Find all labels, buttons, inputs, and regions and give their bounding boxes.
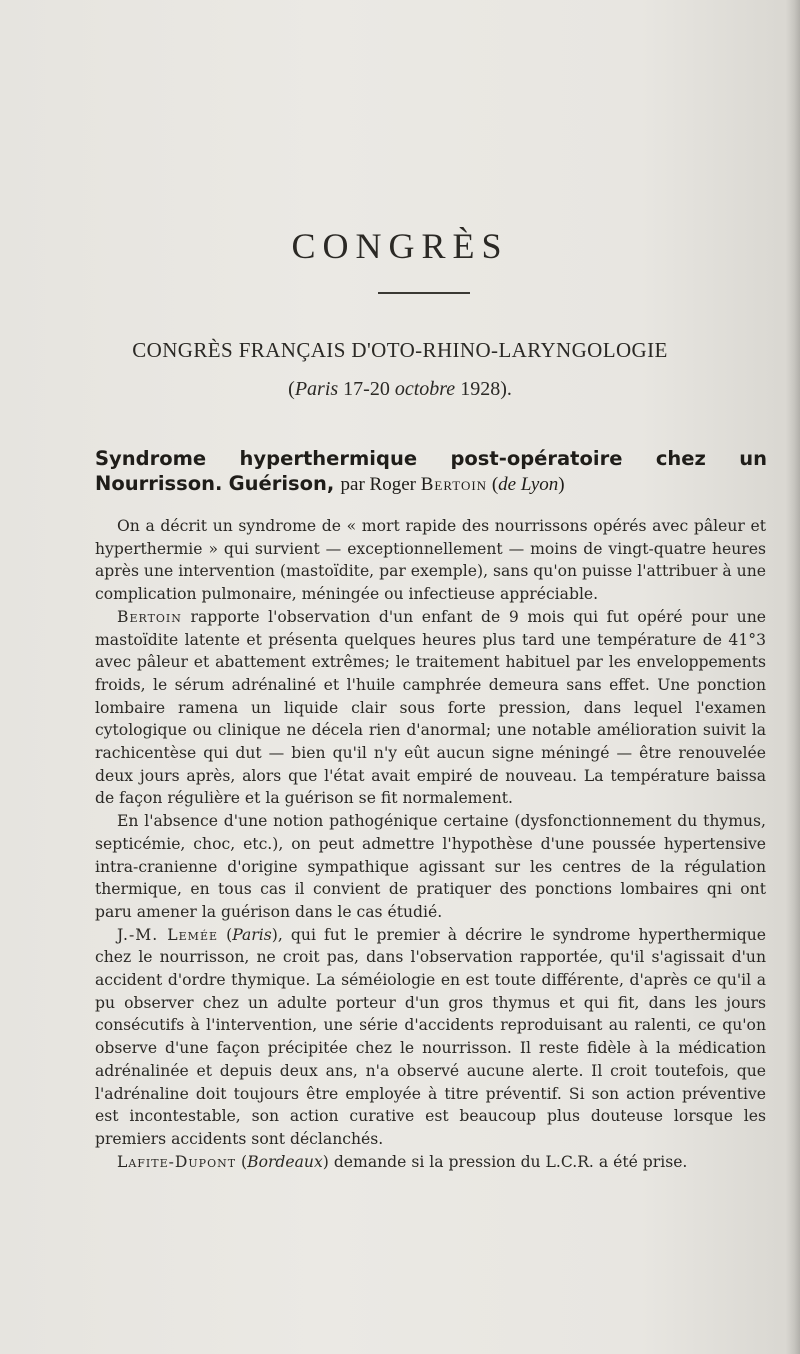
congress-year: 1928	[460, 378, 501, 400]
paragraph-text: En l'absence d'une notion pathogénique certaine (dysfonctionnement du thymus, septicémie, choc, etc.), on peut admettre l'hypothèse d'une poussée hypertensive intra-cranienne d'origine sympathique agissant sur les centres de la régulation thermique, en tous cas il convient de pratiquer des ponctions lombaires qni ont paru amener la guérison dans le cas étudié.	[95, 812, 766, 921]
paragraph-text: , qui fut le premier à décrire le syndrome hyperthermique chez le nourrisson, ne croit pas, dans l'observation rapportée, qu'il s'agissait d'un accident d'ordre thymique. La séméiologie en est toute différente, d'après ce qu'il a pu observer chez un adulte porteur d'un gros thymus et qui fit, dans les jours consécutifs à l'intervention, une série d'accidents reproduisant au ralenti, ce qu'on observe d'une façon précipitée chez le nourrisson. Il reste fidèle à la médication adrénalinée et depuis deux ans, n'a observé aucune alerte. Il croit toutefois, que l'adrénaline doit toujours être employée à titre préventif. Si son action préventive est incontestable, son action curative est beaucoup plus douteuse lorsque les premiers accidents sont déclanchés.	[95, 925, 767, 1148]
congress-city: Paris	[294, 378, 339, 400]
article-heading	[95, 446, 767, 497]
paragraph: Lafite-Dupont (Bordeaux) demande si la pression du L.C.R. a été prise.	[117, 1152, 688, 1171]
speaker-name: J.-M. Lemée	[117, 925, 219, 944]
paragraph: J.-M. Lemée (Paris), qui fut le premier à décrire le syndrome hyperthermique chez le nourrisson, ne croit pas, dans l'observation rapportée, qu'il s'agissait d'un accident d'ordre thymique. La séméiologie en est toute différente, d'après ce qu'il a pu observer chez un adulte porteur d'un gros thymus et qui fit, dans les jours consécutifs à l'intervention, une série d'accidents reproduisant au ralenti, ce qu'on observe d'une façon précipitée chez le nourrisson. Il reste fidèle à la médication adrénalinée et depuis deux ans, n'a observé aucune alerte. Il croit toutefois, que l'adrénaline doit toujours être employée à titre préventif. Si son action préventive est incontestable, son action curative est beaucoup plus douteuse lorsque les premiers accidents sont déclanchés.	[95, 925, 767, 1148]
speaker-location: Paris	[232, 925, 272, 944]
title-rule	[378, 292, 470, 294]
byline-prefix: par Roger	[340, 474, 416, 495]
congress-name: CONGRÈS FRANÇAIS D'OTO-RHINO-LARYNGOLOGIE	[132, 338, 668, 362]
congress-meta: (Paris 17-20 octobre 1928).	[288, 378, 512, 400]
article-body	[95, 515, 766, 1173]
paragraph	[95, 810, 766, 924]
congress-dates: 17-20	[343, 378, 390, 400]
speaker-name: Bertoin	[117, 607, 182, 626]
speaker-location: Bordeaux	[247, 1152, 323, 1171]
congress-month: octobre	[394, 378, 456, 400]
author-location: de Lyon	[498, 474, 559, 495]
paragraph-text: On a décrit un syndrome de « mort rapide des nourrissons opérés avec pâleur et hyperthermie » qui survient — exceptionnellement — moins de vingt-quatre heures après une intervention (mastoïdite, par exemple), sans qu'on puisse l'attribuer à une complication pulmonaire, méningée ou infectieuse appréciable.	[95, 517, 766, 604]
byline: par Roger Bertoin (de Lyon)	[340, 474, 565, 495]
article-subtitle: Guérison,	[228, 472, 335, 495]
section-title: CONGRÈS	[291, 226, 509, 266]
paragraph	[95, 515, 766, 606]
author-name: Bertoin	[420, 474, 488, 495]
speaker-name: Lafite-Dupont	[117, 1152, 237, 1171]
page-edge-shadow	[786, 0, 800, 1354]
article-title: Syndrome hyperthermique post-opératoire chez un Nourrisson.	[95, 447, 767, 495]
paragraph	[95, 606, 766, 810]
paragraph-text: rapporte l'observation d'un enfant de 9 mois qui fut opéré pour une mastoïdite latente et présenta quelques heures plus tard une température de 41°3 avec pâleur et abattement extrêmes; le traitement habituel par les enveloppements froids, le sérum adrénaliné et l'huile camphrée demeura sans effet. Une ponction lombaire ramena un liquide clair sous forte pression, dans lequel l'examen cytologique ou clinique ne décela rien d'anormal; une notable amélioration suivit la rachicentèse qui dut — bien qu'il n'y eût aucun signe méningé — être renouvelée deux jours après, alors que l'état avait empiré de nouveau. La température baissa de façon régulière et la guérison se fit normalement.	[95, 607, 766, 808]
paragraph-text: demande si la pression du L.C.R. a été prise.	[333, 1152, 688, 1171]
